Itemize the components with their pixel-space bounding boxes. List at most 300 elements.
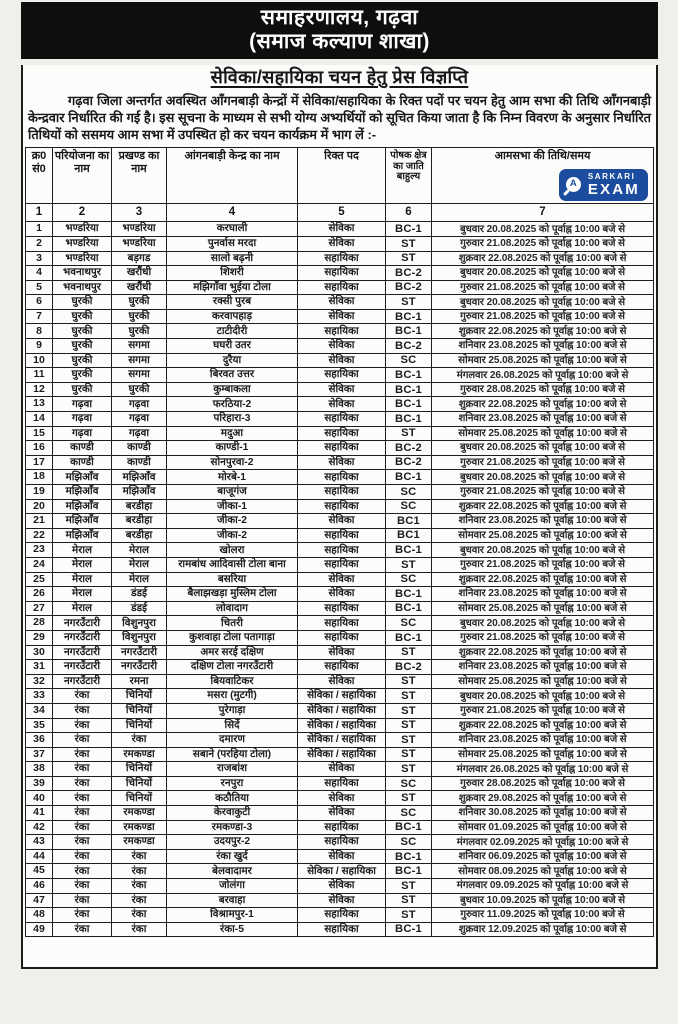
cell-centre: मदुआ [167, 426, 298, 441]
logo-text-bottom: EXAM [587, 181, 640, 199]
table-row [26, 295, 654, 310]
cell-schedule: शुक्रवार 22.08.2025 को पूर्वाह्न 10:00 बजे से [432, 572, 654, 587]
cell-category: BC-1 [386, 368, 432, 383]
cell-project: भवनाथपुर [53, 266, 112, 281]
cell-block: मेराल [112, 557, 167, 572]
cell-schedule: शुक्रवार 22.08.2025 को पूर्वाह्न 10:00 बजे से [432, 324, 654, 339]
cell-category: BC-2 [386, 280, 432, 295]
col-schedule [432, 148, 654, 204]
column-number-row [26, 204, 654, 222]
cell-schedule: शुक्रवार 22.08.2025 को पूर्वाह्न 10:00 बजे से [432, 499, 654, 514]
document-body [21, 65, 658, 969]
cell-post: सहायिका [298, 601, 386, 616]
table-row [26, 412, 654, 427]
cell-centre: मसरा (मुटगी) [167, 689, 298, 704]
cell-category: ST [386, 762, 432, 777]
cell-block: चिनियों [112, 762, 167, 777]
cell-block: घुरकी [112, 382, 167, 397]
cell-centre: पुनर्वास मरदा [167, 236, 298, 251]
cell-project: मेराल [53, 587, 112, 602]
cell-category: BC-1 [386, 630, 432, 645]
cell-sn: 32 [26, 674, 53, 689]
cell-category: BC-1 [386, 543, 432, 558]
cell-post: सहायिका [298, 835, 386, 850]
table-row [26, 280, 654, 295]
cell-schedule: शनिवार 23.08.2025 को पूर्वाह्न 10:00 बजे से [432, 514, 654, 529]
cell-category: BC-1 [386, 587, 432, 602]
cell-block: रंका [112, 864, 167, 879]
cell-centre: बेलवादामर [167, 864, 298, 879]
table-row [26, 455, 654, 470]
cell-category: BC-1 [386, 922, 432, 937]
cell-schedule: शनिवार 23.08.2025 को पूर्वाह्न 10:00 बजे से [432, 339, 654, 354]
table-row [26, 236, 654, 251]
cell-project: भण्डरिया [53, 236, 112, 251]
cell-post: सहायिका [298, 557, 386, 572]
cell-category: BC-1 [386, 820, 432, 835]
cell-sn: 38 [26, 762, 53, 777]
cell-sn: 33 [26, 689, 53, 704]
table-row [26, 762, 654, 777]
cell-category: BC-1 [386, 849, 432, 864]
cell-sn: 6 [26, 295, 53, 310]
cell-category: ST [386, 908, 432, 923]
cell-centre: फरठिया-2 [167, 397, 298, 412]
cell-block: घुरकी [112, 295, 167, 310]
cell-block: रंका [112, 893, 167, 908]
cell-post: सहायिका [298, 776, 386, 791]
cell-schedule: गुरुवार 11.09.2025 को पूर्वाह्न 10:00 बजे से [432, 908, 654, 923]
table-row [26, 587, 654, 602]
cell-sn: 21 [26, 514, 53, 529]
cell-block: विशुनपुरा [112, 630, 167, 645]
cell-block: मेराल [112, 572, 167, 587]
cell-schedule: बुधवार 10.09.2025 को पूर्वाह्न 10:00 बजे से [432, 893, 654, 908]
cell-sn: 20 [26, 499, 53, 514]
cell-category: SC [386, 572, 432, 587]
table-row [26, 339, 654, 354]
cell-centre: दमारण [167, 733, 298, 748]
logo-text-top: SARKARI [587, 172, 636, 182]
cell-project: गढ़वा [53, 397, 112, 412]
table-row [26, 660, 654, 675]
cell-sn: 43 [26, 835, 53, 850]
cell-sn: 49 [26, 922, 53, 937]
cell-centre: जोलंगा [167, 879, 298, 894]
cell-centre: जीका-2 [167, 528, 298, 543]
notice-intro: गढ़वा जिला अन्तर्गत अवस्थित आँगनबाड़ी केन्द्रों में सेविका/सहायिका के रिक्त पदों पर चयन हेतु आम सभा की तिथि आँगनबाड़ी केन्द्रवार निर्धारित की गई है। इस सूचना के माध्यम से सभी योग्य अभ्यर्थियों को सूचित किया जाता है कि निम्न विवरण के अनुसार निर्धारित तिथियों को ससमय आम सभा में उपस्थित हो कर चयन कार्यक्रम में भाग लें :- [28, 93, 651, 142]
cell-sn: 34 [26, 703, 53, 718]
cell-block: खरौंधी [112, 266, 167, 281]
cell-block: सगमा [112, 353, 167, 368]
cell-schedule: शनिवार 23.08.2025 को पूर्वाह्न 10:00 बजे से [432, 587, 654, 602]
cell-project: रंका [53, 879, 112, 894]
cell-schedule: शुक्रवार 29.08.2025 को पूर्वाह्न 10:00 बजे से [432, 791, 654, 806]
table-row [26, 382, 654, 397]
cell-post: सेविका [298, 674, 386, 689]
cell-category: SC [386, 806, 432, 821]
cell-post: सेविका [298, 309, 386, 324]
cell-category: SC [386, 776, 432, 791]
cell-schedule: बुधवार 20.08.2025 को पूर्वाह्न 10:00 बजे से [432, 543, 654, 558]
cell-post: सहायिका [298, 280, 386, 295]
cell-centre: अमर सरई दक्षिण [167, 645, 298, 660]
cell-centre: विश्रामपुर-1 [167, 908, 298, 923]
table-row [26, 879, 654, 894]
table-row [26, 820, 654, 835]
cell-block: रंका [112, 908, 167, 923]
cell-block: मझिआँव [112, 485, 167, 500]
cell-project: नगरउँटारी [53, 645, 112, 660]
cell-category: BC-2 [386, 266, 432, 281]
cell-block: मझिआँव [112, 470, 167, 485]
cell-post: सहायिका [298, 616, 386, 631]
cell-project: रंका [53, 908, 112, 923]
cell-category: ST [386, 747, 432, 762]
cell-block: चिनियों [112, 791, 167, 806]
cell-schedule: गुरुवार 21.08.2025 को पूर्वाह्न 10:00 बजे से [432, 630, 654, 645]
cell-sn: 16 [26, 441, 53, 456]
col-centre: आंगनबाड़ी केन्द्र का नाम [167, 148, 298, 204]
table-row [26, 485, 654, 500]
col-num: 7 [432, 204, 654, 222]
cell-block: चिनियों [112, 703, 167, 718]
cell-schedule: मंगलवार 09.09.2025 को पूर्वाह्न 10:00 बजे से [432, 879, 654, 894]
cell-schedule: शनिवार 30.08.2025 को पूर्वाह्न 10:00 बजे से [432, 806, 654, 821]
col-block: प्रखण्ड का नाम [112, 148, 167, 204]
table-row [26, 776, 654, 791]
cell-post: सेविका [298, 236, 386, 251]
cell-category: BC-1 [386, 309, 432, 324]
cell-sn: 25 [26, 572, 53, 587]
cell-category: SC [386, 616, 432, 631]
cell-centre: घघरी उतर [167, 339, 298, 354]
cell-block: घुरकी [112, 324, 167, 339]
cell-block: चिनियों [112, 718, 167, 733]
col-project: परियोजना का नाम [53, 148, 112, 204]
cell-block: गढ़वा [112, 426, 167, 441]
cell-centre: सोनपुरवा-2 [167, 455, 298, 470]
cell-category: BC-1 [386, 324, 432, 339]
cell-project: काण्डी [53, 455, 112, 470]
col-num: 5 [298, 204, 386, 222]
sarkari-exam-logo [559, 169, 648, 201]
cell-schedule: शनिवार 23.08.2025 को पूर्वाह्न 10:00 बजे से [432, 412, 654, 427]
cell-schedule: शुक्रवार 22.08.2025 को पूर्वाह्न 10:00 बजे से [432, 251, 654, 266]
cell-post: सेविका [298, 762, 386, 777]
cell-sn: 26 [26, 587, 53, 602]
cell-centre: टाटीदीरी [167, 324, 298, 339]
table-row [26, 835, 654, 850]
cell-sn: 13 [26, 397, 53, 412]
table-row [26, 441, 654, 456]
cell-block: बरडीहा [112, 499, 167, 514]
letterhead [21, 2, 658, 59]
cell-project: मेराल [53, 601, 112, 616]
cell-post: सेविका [298, 514, 386, 529]
cell-category: ST [386, 645, 432, 660]
cell-project: रंका [53, 820, 112, 835]
table-row [26, 747, 654, 762]
table-row [26, 353, 654, 368]
cell-project: भवनाथपुर [53, 280, 112, 295]
cell-sn: 5 [26, 280, 53, 295]
cell-schedule: शुक्रवार 22.08.2025 को पूर्वाह्न 10:00 बजे से [432, 645, 654, 660]
department-name: (समाज कल्याण शाखा) [249, 29, 430, 53]
cell-schedule: सोमवार 25.08.2025 को पूर्वाह्न 10:00 बजे से [432, 674, 654, 689]
table-row [26, 222, 654, 237]
cell-post: सेविका [298, 295, 386, 310]
cell-schedule: सोमवार 25.08.2025 को पूर्वाह्न 10:00 बजे से [432, 747, 654, 762]
cell-post: सेविका [298, 587, 386, 602]
cell-post: सहायिका [298, 368, 386, 383]
col-num: 1 [26, 204, 53, 222]
cell-post: सहायिका [298, 324, 386, 339]
cell-schedule: गुरुवार 21.08.2025 को पूर्वाह्न 10:00 बजे से [432, 485, 654, 500]
cell-sn: 7 [26, 309, 53, 324]
table-row [26, 893, 654, 908]
cell-post: सहायिका [298, 412, 386, 427]
cell-block: रमकण्डा [112, 820, 167, 835]
cell-category: BC-2 [386, 660, 432, 675]
cell-block: चिनियों [112, 776, 167, 791]
table-row [26, 616, 654, 631]
table-body [26, 222, 654, 937]
cell-category: ST [386, 879, 432, 894]
col-serial: क्र0 सं0 [26, 148, 53, 204]
cell-sn: 37 [26, 747, 53, 762]
cell-post: सहायिका [298, 499, 386, 514]
cell-block: काण्डी [112, 455, 167, 470]
cell-block: रमना [112, 674, 167, 689]
cell-schedule: गुरुवार 21.08.2025 को पूर्वाह्न 10:00 बजे से [432, 557, 654, 572]
cell-block: बड़गड [112, 251, 167, 266]
cell-sn: 41 [26, 806, 53, 821]
cell-block: गढ़वा [112, 397, 167, 412]
cell-category: BC-2 [386, 455, 432, 470]
cell-category: ST [386, 703, 432, 718]
table-row [26, 864, 654, 879]
col-category: पोषक क्षेत्र का जाति बाहुल्य [386, 148, 432, 204]
cell-centre: कुशवाहा टोला पतागाड़ा [167, 630, 298, 645]
cell-post: सेविका / सहायिका [298, 689, 386, 704]
cell-block: भण्डरिया [112, 236, 167, 251]
cell-sn: 47 [26, 893, 53, 908]
cell-block: मेराल [112, 543, 167, 558]
cell-centre: कठौतिया [167, 791, 298, 806]
office-name: समाहरणालय, गढ़वा [260, 6, 419, 29]
cell-category: BC-1 [386, 397, 432, 412]
cell-sn: 24 [26, 557, 53, 572]
cell-project: घुरकी [53, 295, 112, 310]
cell-schedule: गुरुवार 21.08.2025 को पूर्वाह्न 10:00 बजे से [432, 309, 654, 324]
cell-project: भण्डरिया [53, 222, 112, 237]
cell-block: नगरउँटारी [112, 645, 167, 660]
table-row [26, 601, 654, 616]
cell-category: SC [386, 485, 432, 500]
cell-centre: बियवाटिकर [167, 674, 298, 689]
cell-project: नगरउँटारी [53, 674, 112, 689]
cell-centre: काण्डी-1 [167, 441, 298, 456]
table-row [26, 426, 654, 441]
cell-centre: बाजूगंज [167, 485, 298, 500]
cell-category: BC1 [386, 514, 432, 529]
cell-project: मझिआँव [53, 470, 112, 485]
cell-category: BC-1 [386, 382, 432, 397]
cell-project: रंका [53, 747, 112, 762]
table-row [26, 368, 654, 383]
table-row [26, 557, 654, 572]
cell-project: रंका [53, 703, 112, 718]
cell-project: नगरउँटारी [53, 630, 112, 645]
cell-schedule: सोमवार 25.08.2025 को पूर्वाह्न 10:00 बजे से [432, 426, 654, 441]
cell-category: SC [386, 353, 432, 368]
cell-post: सहायिका [298, 543, 386, 558]
cell-post: सेविका [298, 849, 386, 864]
cell-schedule: सोमवार 25.08.2025 को पूर्वाह्न 10:00 बजे से [432, 528, 654, 543]
cell-project: घुरकी [53, 324, 112, 339]
cell-project: घुरकी [53, 368, 112, 383]
cell-project: घुरकी [53, 339, 112, 354]
cell-category: BC-2 [386, 441, 432, 456]
table-row [26, 689, 654, 704]
cell-schedule: बुधवार 20.08.2025 को पूर्वाह्न 10:00 बजे से [432, 266, 654, 281]
cell-project: भण्डरिया [53, 251, 112, 266]
cell-post: सहायिका [298, 441, 386, 456]
cell-project: रंका [53, 776, 112, 791]
cell-schedule: मंगलवार 26.08.2025 को पूर्वाह्न 10:00 बजे से [432, 762, 654, 777]
table-row [26, 806, 654, 821]
cell-post: सहायिका [298, 660, 386, 675]
notice-title: सेविका/सहायिका चयन हेतु प्रेस विज्ञप्ति [210, 67, 469, 88]
cell-category: SC [386, 835, 432, 850]
cell-block: रमकण्डा [112, 835, 167, 850]
cell-centre: चितरी [167, 616, 298, 631]
cell-category: ST [386, 718, 432, 733]
cell-sn: 23 [26, 543, 53, 558]
cell-post: सहायिका [298, 470, 386, 485]
col-post: रिक्त पद [298, 148, 386, 204]
cell-centre: कुम्बाकला [167, 382, 298, 397]
cell-post: सेविका [298, 397, 386, 412]
table-row [26, 499, 654, 514]
cell-project: मझिआँव [53, 528, 112, 543]
cell-schedule: गुरुवार 21.08.2025 को पूर्वाह्न 10:00 बजे से [432, 236, 654, 251]
cell-project: काण्डी [53, 441, 112, 456]
cell-schedule: शनिवार 23.08.2025 को पूर्वाह्न 10:00 बजे से [432, 660, 654, 675]
cell-project: रंका [53, 791, 112, 806]
cell-post: सहायिका [298, 266, 386, 281]
cell-project: रंका [53, 922, 112, 937]
cell-sn: 44 [26, 849, 53, 864]
cell-category: BC-1 [386, 222, 432, 237]
cell-post: सहायिका [298, 630, 386, 645]
cell-project: मेराल [53, 557, 112, 572]
cell-project: घुरकी [53, 309, 112, 324]
cell-category: ST [386, 893, 432, 908]
cell-project: रंका [53, 849, 112, 864]
cell-sn: 17 [26, 455, 53, 470]
cell-centre: शिशरी [167, 266, 298, 281]
cell-centre: केरवाकुटी [167, 806, 298, 821]
cell-category: ST [386, 295, 432, 310]
table-row [26, 514, 654, 529]
cell-category: BC-2 [386, 339, 432, 354]
cell-schedule: मंगलवार 02.09.2025 को पूर्वाह्न 10:00 बजे से [432, 835, 654, 850]
cell-schedule: शुक्रवार 12.09.2025 को पूर्वाह्न 10:00 बजे से [432, 922, 654, 937]
cell-category: BC-1 [386, 412, 432, 427]
cell-sn: 46 [26, 879, 53, 894]
cell-post: सहायिका [298, 426, 386, 441]
cell-sn: 30 [26, 645, 53, 660]
cell-sn: 39 [26, 776, 53, 791]
cell-centre: जीका-1 [167, 499, 298, 514]
cell-schedule: बुधवार 20.08.2025 को पूर्वाह्न 10:00 बजे से [432, 470, 654, 485]
cell-project: रंका [53, 689, 112, 704]
selection-schedule-table [25, 147, 654, 937]
cell-project: रंका [53, 762, 112, 777]
cell-sn: 1 [26, 222, 53, 237]
cell-centre: मोरबे-1 [167, 470, 298, 485]
cell-block: गढ़वा [112, 412, 167, 427]
cell-block: सगमा [112, 368, 167, 383]
cell-sn: 22 [26, 528, 53, 543]
cell-centre: रामबांध आदिवासी टोला बाना [167, 557, 298, 572]
cell-block: रंका [112, 849, 167, 864]
cell-centre: करघाली [167, 222, 298, 237]
cell-category: ST [386, 557, 432, 572]
cell-schedule: मंगलवार 26.08.2025 को पूर्वाह्न 10:00 बजे से [432, 368, 654, 383]
cell-post: सेविका / सहायिका [298, 747, 386, 762]
cell-category: BC1 [386, 528, 432, 543]
cell-category: ST [386, 791, 432, 806]
cell-block: सगमा [112, 339, 167, 354]
cell-centre: रंका-5 [167, 922, 298, 937]
cell-centre: रमकण्डा-3 [167, 820, 298, 835]
cell-centre: बसरिया [167, 572, 298, 587]
table-row [26, 718, 654, 733]
cell-centre: सालो बढ़नी [167, 251, 298, 266]
table-row [26, 266, 654, 281]
cell-sn: 4 [26, 266, 53, 281]
table-row [26, 309, 654, 324]
cell-category: ST [386, 689, 432, 704]
cell-block: रंका [112, 922, 167, 937]
cell-schedule: सोमवार 25.08.2025 को पूर्वाह्न 10:00 बजे से [432, 353, 654, 368]
cell-sn: 11 [26, 368, 53, 383]
cell-block: भण्डरिया [112, 222, 167, 237]
cell-project: मझिआँव [53, 499, 112, 514]
cell-centre: दुरैया [167, 353, 298, 368]
table-row [26, 397, 654, 412]
cell-sn: 29 [26, 630, 53, 645]
cell-project: रंका [53, 864, 112, 879]
cell-sn: 12 [26, 382, 53, 397]
cell-schedule: गुरुवार 21.08.2025 को पूर्वाह्न 10:00 बजे से [432, 455, 654, 470]
cell-category: BC-1 [386, 864, 432, 879]
cell-centre: पुरेगाड़ा [167, 703, 298, 718]
table-row [26, 324, 654, 339]
cell-sn: 3 [26, 251, 53, 266]
cell-schedule: गुरुवार 28.08.2025 को पूर्वाह्न 10:00 बजे से [432, 382, 654, 397]
cell-centre: सबाने (परहिया टोला) [167, 747, 298, 762]
cell-schedule: सोमवार 08.09.2025 को पूर्वाह्न 10:00 बजे से [432, 864, 654, 879]
cell-post: सहायिका [298, 922, 386, 937]
cell-sn: 19 [26, 485, 53, 500]
cell-project: नगरउँटारी [53, 616, 112, 631]
cell-schedule: बुधवार 20.08.2025 को पूर्वाह्न 10:00 बजे से [432, 295, 654, 310]
cell-schedule: सोमवार 25.08.2025 को पूर्वाह्न 10:00 बजे से [432, 601, 654, 616]
